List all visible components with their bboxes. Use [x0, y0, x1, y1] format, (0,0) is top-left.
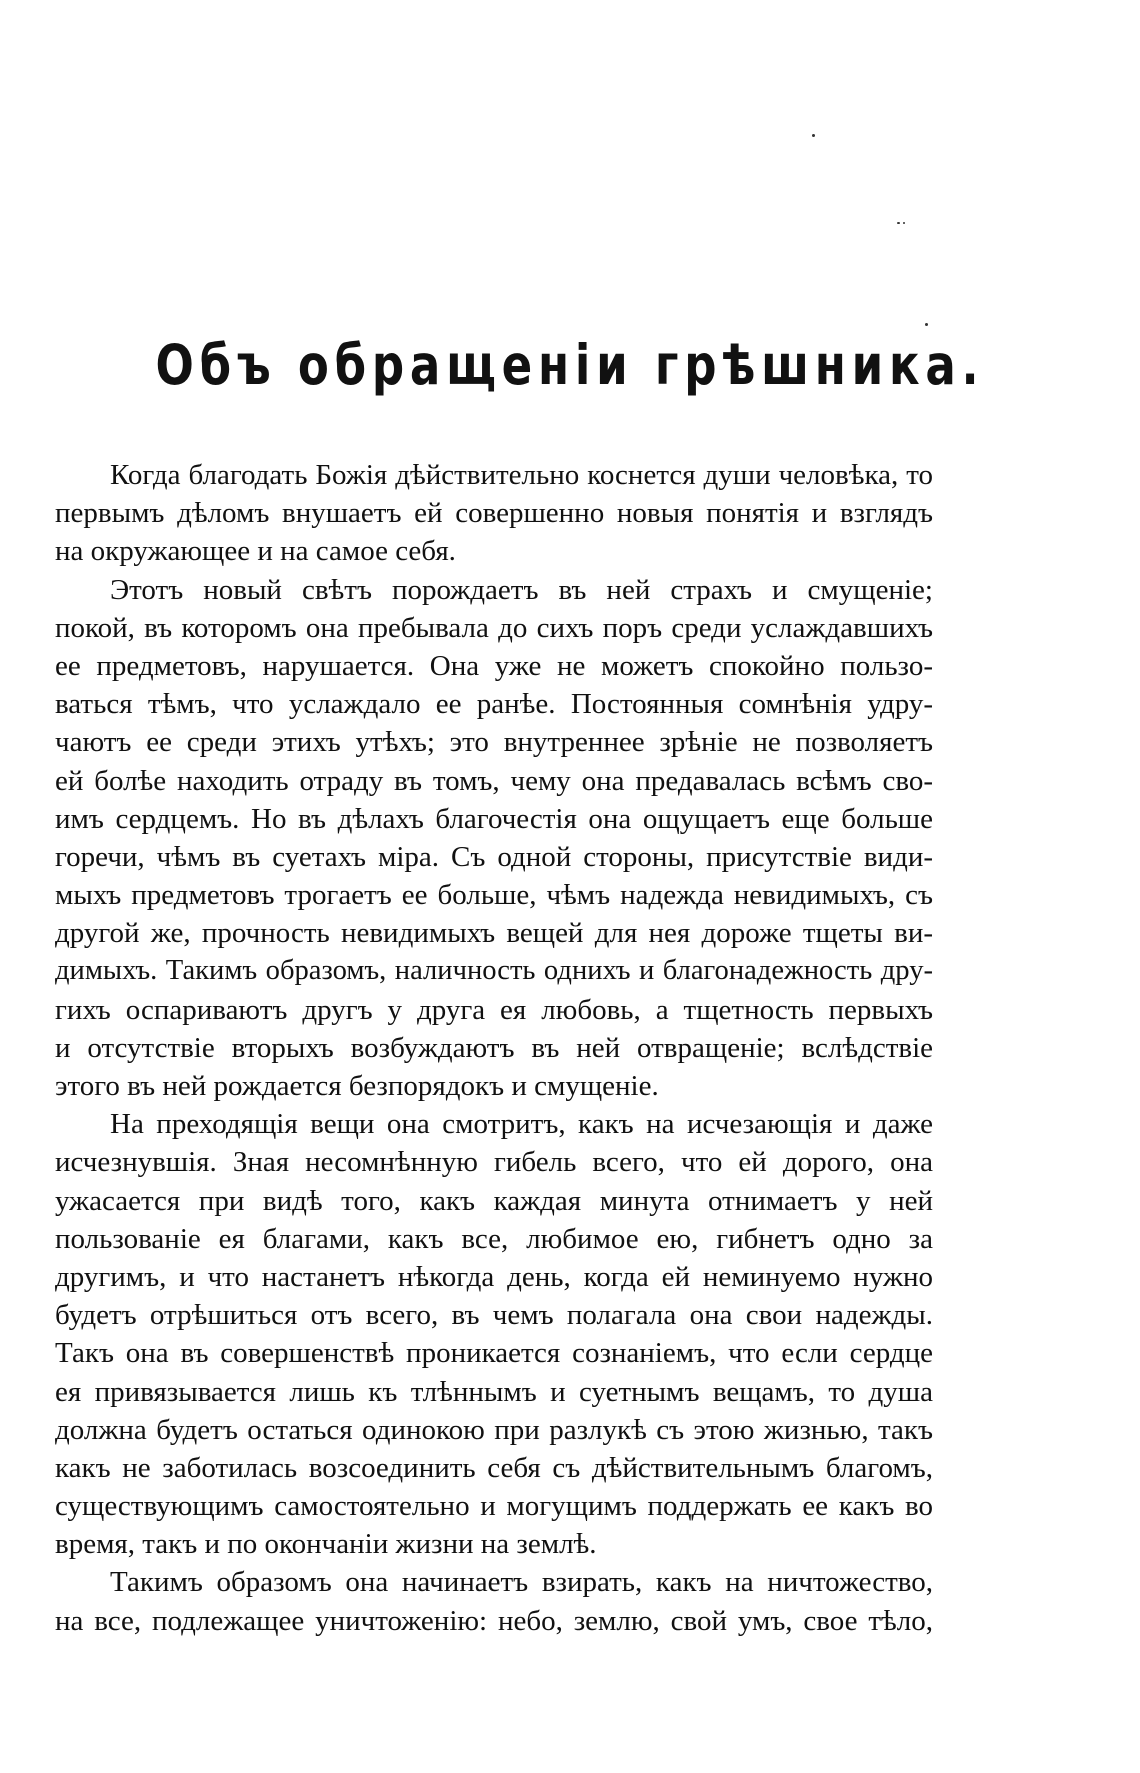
- text-line: димыхъ. Такимъ образомъ, наличность однихъ и благонадежность дру-: [55, 955, 933, 987]
- text-line: время, такъ и по окончаніи жизни на землѣ.: [55, 1528, 597, 1561]
- page-title: Объ обращеніи грѣшника.: [155, 333, 985, 397]
- print-speck: [812, 134, 815, 137]
- text-line: чаютъ ее среди этихъ утѣхъ; это внутреннее зрѣніе не позволяетъ: [55, 726, 933, 759]
- text-line: гихъ оспариваютъ другъ у друга ея любовь, а тщетность первыхъ: [55, 993, 933, 1026]
- text-line: существующимъ самостоятельно и могущимъ поддержать ее какъ во: [55, 1490, 933, 1523]
- body-text: [55, 456, 933, 1640]
- text-line: ужасается при видѣ того, какъ каждая минута отнимаетъ у ней: [55, 1184, 933, 1217]
- text-line: На преходящія вещи она смотритъ, какъ на исчезающія и даже: [110, 1108, 933, 1141]
- text-line: какъ не заботилась возсоединить себя съ дѣйствительнымъ благомъ,: [55, 1451, 933, 1484]
- text-line: Такъ она въ совершенствѣ проникается сознаніемъ, что если сердце: [55, 1337, 933, 1370]
- text-line: мыхъ предметовъ трогаетъ ее больше, чѣмъ надежда невидимыхъ, съ: [55, 879, 933, 912]
- paragraph: [55, 456, 933, 571]
- text-line: будетъ отрѣшиться отъ всего, въ чемъ полагала она свои надежды.: [55, 1299, 933, 1332]
- text-line: имъ сердцемъ. Но въ дѣлахъ благочестія она ощущаетъ еще больше: [55, 802, 933, 835]
- text-line: исчезнувшія. Зная несомнѣнную гибель всего, что ей дорого, она: [55, 1146, 933, 1179]
- text-line: должна будетъ остаться одинокою при разлукѣ съ этою жизнью, такъ: [55, 1413, 933, 1446]
- text-line: другимъ, и что настанетъ нѣкогда день, когда ей неминуемо нужно: [55, 1260, 933, 1293]
- print-speck: [925, 323, 928, 326]
- text-line: Такимъ образомъ она начинаетъ взирать, какъ на ничтожество,: [110, 1566, 933, 1599]
- text-line: на все, подлежащее уничтоженію: небо, землю, свой умъ, свое тѣло,: [55, 1604, 933, 1637]
- text-line: пользованіе ея благами, какъ все, любимое ею, гибнетъ одно за: [55, 1222, 933, 1255]
- text-line: горечи, чѣмъ въ суетахъ міра. Съ одной стороны, присутствіе види-: [55, 840, 933, 873]
- text-line: этого въ ней рождается безпорядокъ и смущеніе.: [55, 1070, 659, 1102]
- text-line: и отсутствіе вторыхъ возбуждаютъ въ ней отвращеніе; вслѣдствіе: [55, 1031, 933, 1064]
- text-line: Когда благодать Божія дѣйствительно коснется души человѣка, то: [110, 459, 933, 491]
- paragraph: [55, 1105, 933, 1563]
- text-line: ваться тѣмъ, что услаждало ее ранѣе. Постоянныя сомнѣнія удру-: [55, 688, 933, 721]
- print-speck: [903, 222, 905, 224]
- text-line: покой, въ которомъ она пребывала до сихъ поръ среди услаждавшихъ: [55, 611, 933, 644]
- print-speck: [897, 222, 900, 224]
- text-line: другой же, прочность невидимыхъ вещей для нея дороже тщеты ви-: [55, 917, 933, 950]
- paragraph: [55, 571, 933, 1106]
- text-line: ее предметовъ, нарушается. Она уже не можетъ спокойно пользо-: [55, 649, 933, 682]
- text-line: первымъ дѣломъ внушаетъ ей совершенно новыя понятія и взглядъ: [55, 497, 933, 530]
- text-line: Этотъ новый свѣтъ порождаетъ въ ней страхъ и смущеніе;: [110, 573, 933, 606]
- text-line: ей болѣе находить отраду въ томъ, чему она предавалась всѣмъ сво-: [55, 764, 933, 797]
- text-line: ея привязывается лишь къ тлѣннымъ и суетнымъ вещамъ, то душа: [55, 1375, 933, 1408]
- text-line: на окружающее и на самое себя.: [55, 535, 456, 568]
- paragraph: [55, 1563, 933, 1639]
